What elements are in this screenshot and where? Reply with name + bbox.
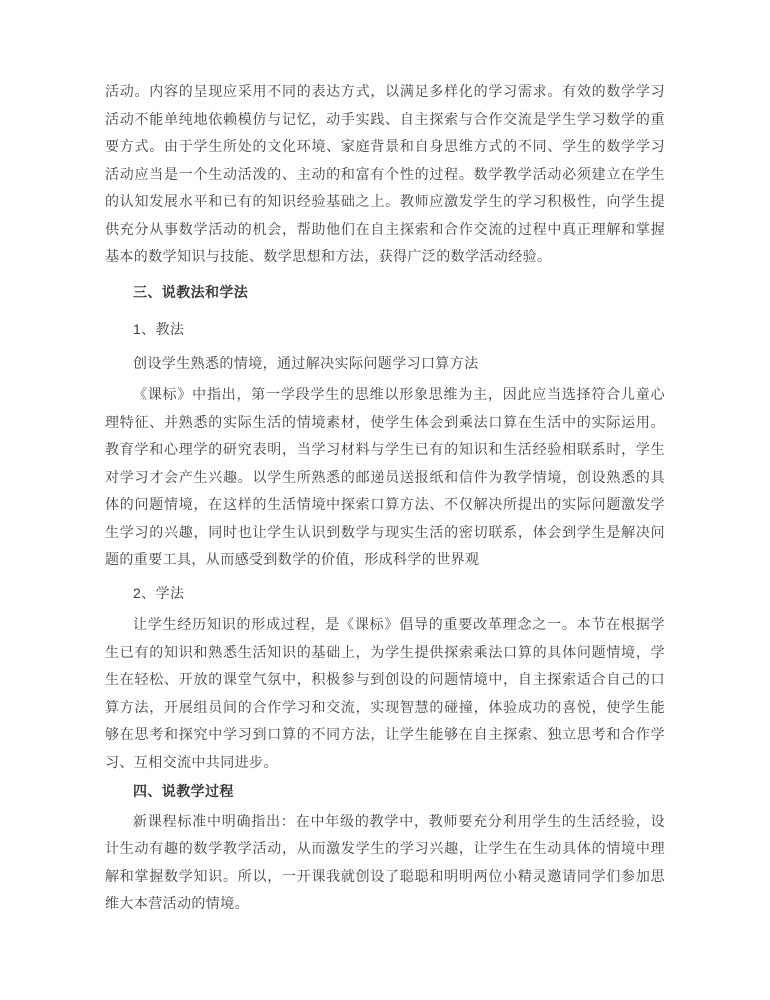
heading-teaching-and-learning-methods: 三、说教法和学法 — [133, 283, 249, 300]
paragraph-new-curriculum-standard: 新课程标准中明确指出：在中年级的教学中，教师要充分利用学生的生活经验，设计生动有趣的数学教学活动，从而激发学生的学习兴趣，让学生在生动具体的情境中理解和掌握数学知识。所以，一开课我就创设了聪聪和明明两位小精灵邀请同学们参加思维大本营活动的情境。 — [105, 812, 665, 911]
item-teaching-method: 1、教法 — [133, 321, 185, 337]
paragraph-knowledge-formation: 让学生经历知识的形成过程，是《课标》倡导的重要改革理念之一。本节在根据学生已有的知识和熟悉生活知识的基础上，为学生提供探索乘法口算的具体问题情境，学生在轻松、开放的课堂气氛中，积极参与到创设的问题情境中，自主探索适合自己的口算方法，开展组员间的合作学习和交流，实现智慧的碰撞，体验成功的喜悦，使学生能够在思考和探究中学习到口算的不同方法，让学生能够在自主探索、独立思考和合作学习、互相交流中共同进步。 — [105, 616, 665, 770]
paragraph-learning-activities: 活动。内容的呈现应采用不同的表达方式，以满足多样化的学习需求。有效的数学学习活动不能单纯地依赖模仿与记忆，动手实践、自主探索与合作交流是学生学习数学的重要方式。由于学生所处的文化环境、家庭背景和自身思维方式的不同、学生的数学学习活动应当是一个生动活泼的、主动的和富有个性的过程。数学教学活动必须建立在学生的认知发展水平和已有的知识经验基础之上。教师应激发学生的学习积极性，向学生提供充分从事数学活动的机会，帮助他们在自主探索和合作交流的过程中真正理解和掌握基本的数学知识与技能、数学思想和方法，获得广泛的数学活动经验。 — [105, 83, 665, 264]
paragraph-curriculum-standard-teaching: 《课标》中指出，第一学段学生的思维以形象思维为主，因此应当选择符合儿童心理特征、并熟悉的实际生活的情境素材，使学生体会到乘法口算在生活中的实际运用。教育学和心理学的研究表明，当学习材料与学生已有的知识和生活经验相联系时，学生对学习才会产生兴趣。以学生所熟悉的邮递员送报纸和信件为教学情境，创设熟悉的具体的问题情境，在这样的生活情境中探索口算方法、不仅解决所提出的实际问题激发学生学习的兴趣，同时也让学生认识到数学与现实生活的密切联系，体会到学生是解决问题的重要工具，从而感受到数学的价值，形成科学的世界观 — [105, 386, 665, 567]
heading-teaching-process: 四、说教学过程 — [133, 783, 234, 799]
document-text-area — [105, 78, 665, 918]
item-learning-method: 2、学法 — [133, 584, 185, 601]
paragraph-create-situation: 创设学生熟悉的情境，通过解决实际问题学习口算方法 — [133, 354, 479, 371]
